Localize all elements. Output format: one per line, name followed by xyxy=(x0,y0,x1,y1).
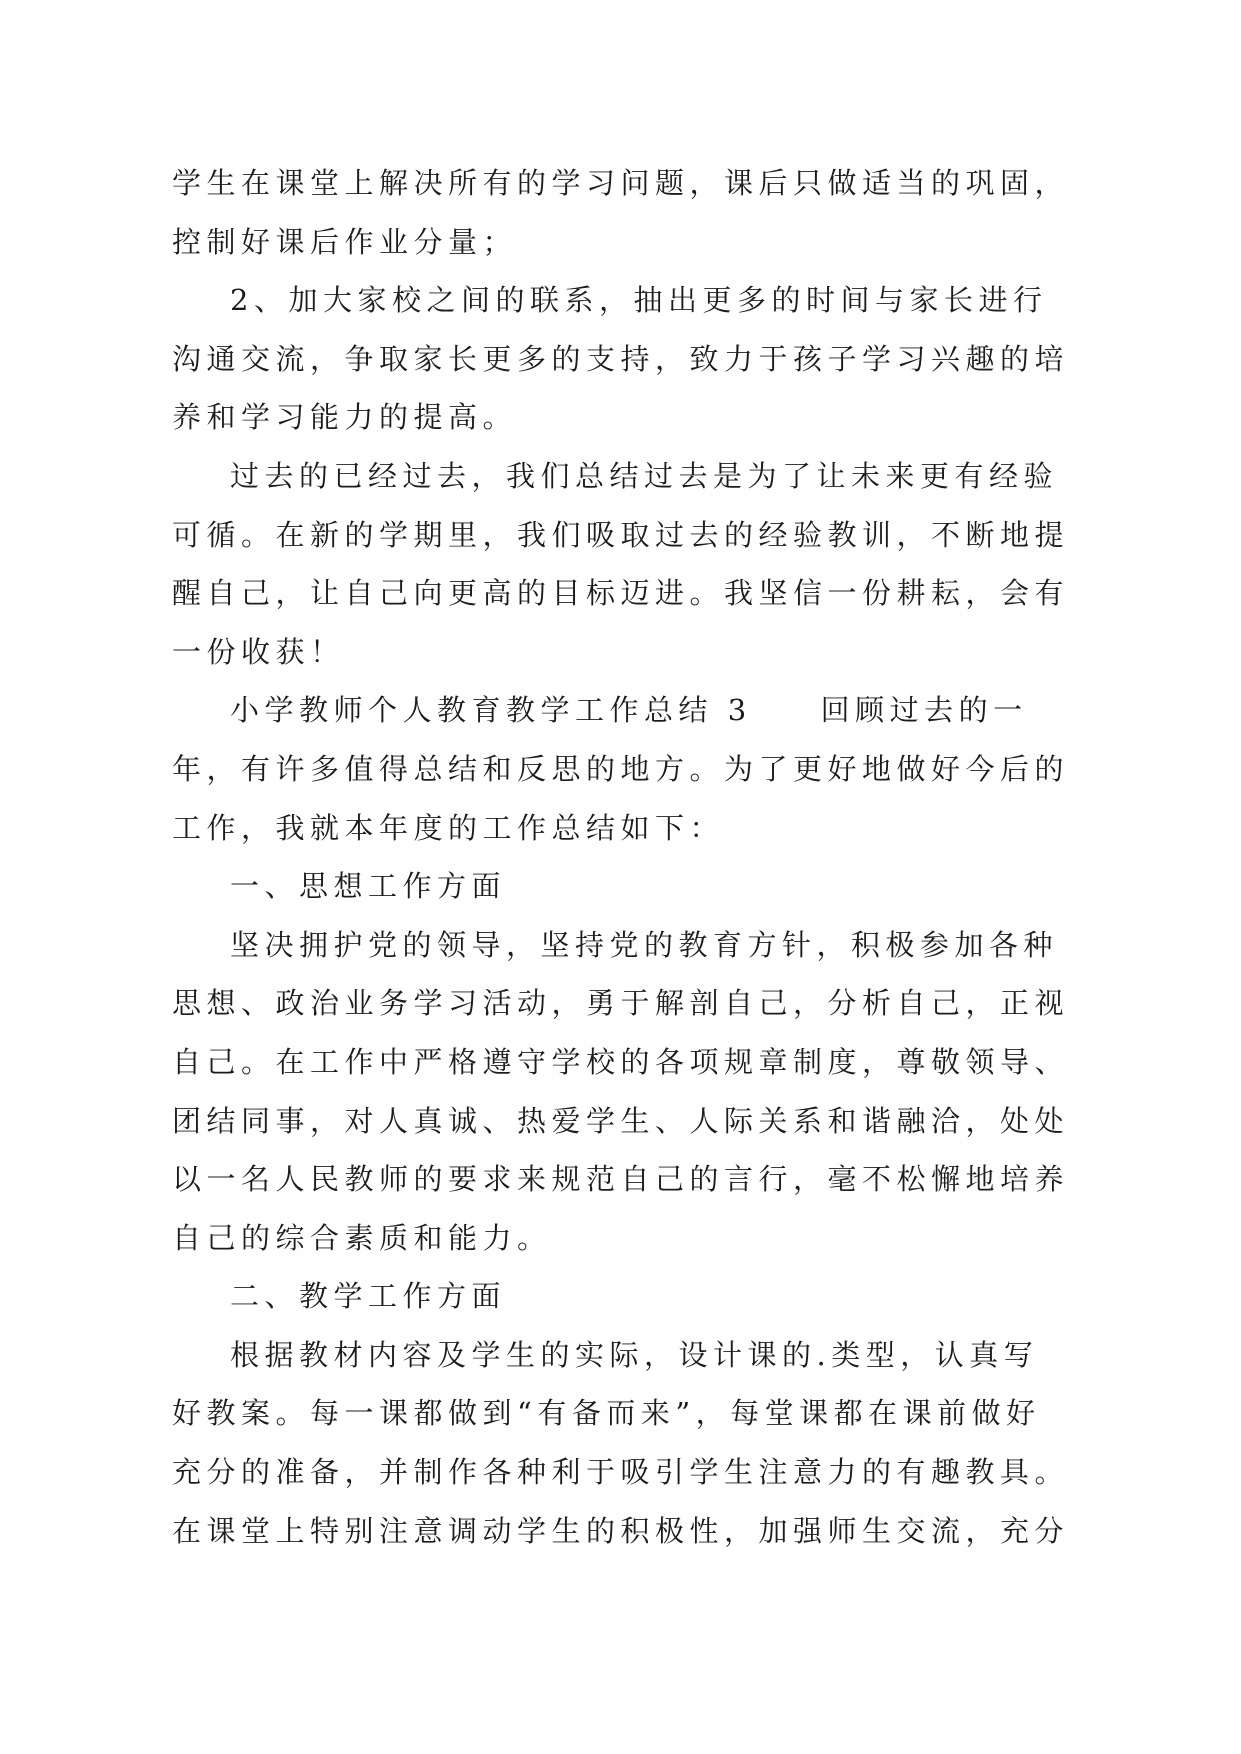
text-line: 年，有许多值得总结和反思的地方。为了更好地做好今后的 xyxy=(172,751,1070,786)
text-line: 养和学习能力的提高。 xyxy=(172,400,518,435)
paragraph-start: 坚决拥护党的领导，坚持党的教育方针，积极参加各种 xyxy=(230,927,1059,962)
text-line: 团结同事，对人真诚、热爱学生、人际关系和谐融洽，处处 xyxy=(172,1103,1070,1138)
text-line: 在课堂上特别注意调动学生的积极性，加强师生交流，充分 xyxy=(172,1513,1070,1548)
text-line: 可循。在新的学期里，我们吸取过去的经验教训，不断地提 xyxy=(172,517,1070,552)
text-line: 自己。在工作中严格遵守学校的各项规章制度，尊敬领导、 xyxy=(172,1044,1070,1079)
text-line: 自己的综合素质和能力。 xyxy=(172,1220,552,1255)
paragraph-start: 根据教材内容及学生的实际，设计课的.类型，认真写 xyxy=(230,1337,1039,1372)
document-body xyxy=(172,154,1112,1560)
text-line: 思想、政治业务学习活动，勇于解剖自己，分析自己，正视 xyxy=(172,986,1070,1021)
text-line: 工作，我就本年度的工作总结如下： xyxy=(172,810,725,845)
paragraph-start: 过去的已经过去，我们总结过去是为了让未来更有经验 xyxy=(230,458,1059,493)
text-line: 控制好课后作业分量； xyxy=(172,224,518,259)
subheading-teaching-work: 二、教学工作方面 xyxy=(230,1279,507,1314)
text-line: 醒自己，让自己向更高的目标迈进。我坚信一份耕耘，会有 xyxy=(172,576,1070,611)
text-line: 以一名人民教师的要求来规范自己的言行，毫不松懈地培养 xyxy=(172,1162,1070,1197)
text-line: 一份收获！ xyxy=(172,634,345,669)
text-line: 充分的准备，并制作各种利于吸引学生注意力的有趣教具。 xyxy=(172,1455,1070,1490)
section-title-3: 小学教师个人教育教学工作总结 3 回顾过去的一 xyxy=(230,693,1028,728)
text-line: 好教案。每一课都做到“有备而来”，每堂课都在课前做好 xyxy=(172,1396,1041,1431)
text-line: 沟通交流，争取家长更多的支持，致力于孩子学习兴趣的培 xyxy=(172,341,1070,376)
text-line: 学生在课堂上解决所有的学习问题，课后只做适当的巩固， xyxy=(172,166,1070,200)
list-item-2: 2、加大家校之间的联系，抽出更多的时间与家长进行 xyxy=(230,283,1048,318)
subheading-thought-work: 一、思想工作方面 xyxy=(230,869,507,904)
